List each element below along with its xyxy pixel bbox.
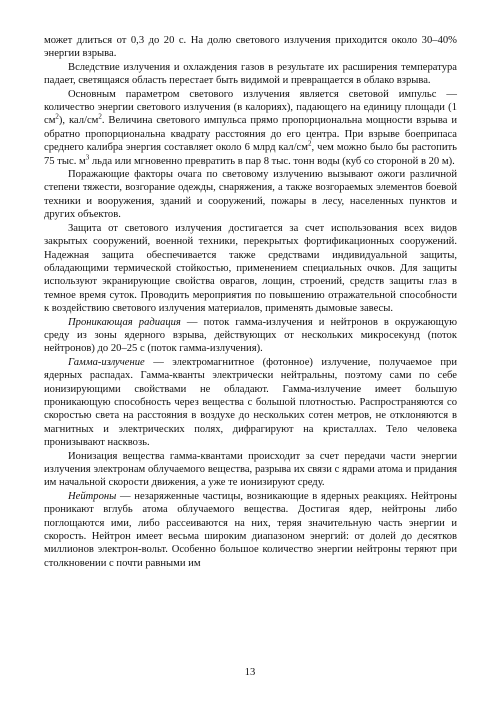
paragraph-2: Вследствие излучения и охлаждения газов в результате их расширения температура падает, светящаяся область перестает быть видимой и превращается в облако взрыва. bbox=[44, 61, 457, 87]
superscript: 3 bbox=[85, 153, 90, 162]
text-run: — электромагнитное (фотонное) излучение, получаемое при ядерных распадах. Гамма-кванты электрически нейтральны, поэтому сами по себе ионизирующими свойствами не обладают. Гамма-излучение имеет большую проникающую способность через вещества с большой плотностью. Распространяются со скоростью света на расстояния в воздухе до нескольких сотен метров, не отклоняются в магнитных и электрических полях, дифрагируют на кристаллах. Тело человека пронизывают насквозь. bbox=[44, 356, 457, 449]
paragraph-9 bbox=[44, 490, 457, 570]
text-run: , чем можно было бы растопить 75 тыс. м bbox=[44, 142, 457, 167]
paragraph-4: Поражающие факторы очага по световому излучению вызывают ожоги различной степени тяжести, возгорание одежды, снаряжения, а также возгораемых элементов боевой техники и вооружения, зданий и сооружений, пожары в лесу, населенных пунктов и других объектов. bbox=[44, 169, 457, 221]
term-italic: Нейтроны bbox=[68, 490, 117, 502]
text-run: Основным параметром светового излучения является световой импульс — количество энергии светового излучения (в калориях), падающего на единицу площади (1 см bbox=[44, 88, 457, 127]
text-run: льда или мгновенно превратить в пар 8 тыс. тонн воды (куб со стороной в 20 м). bbox=[89, 155, 455, 167]
paragraph-5: Защита от светового излучения достигается за счет использования всех видов закрытых сооружений, военной техники, перекрытых фортификационных сооружений. Надежная защита обеспечивается также средствами индивидуальной защиты, обладающими термической стойкостью, применением специальных очков. Для защиты используют экранирующие свойства оврагов, лощин, строений, средств защиты глаз в темное время суток. Проводить мероприятия по повышению отражательной способности к воздействию светового излучения материалов, применять дымовые завесы. bbox=[44, 222, 457, 315]
term-italic: Проникающая радиация bbox=[68, 316, 181, 328]
term-italic: Гамма-излучение bbox=[68, 356, 145, 368]
text-run: ), кал/см bbox=[58, 115, 99, 127]
page-body bbox=[44, 34, 457, 570]
superscript: 2 bbox=[307, 139, 312, 148]
text-run: . Величина светового импульса прямо пропорциональна мощности взрыва и обратно пропорциональна квадрату расстояния до его центра. При взрыве боеприпаса среднего калибра энергия составляет около 6 млрд кал/см bbox=[44, 115, 457, 154]
superscript: 2 bbox=[55, 112, 59, 121]
paragraph-6 bbox=[44, 316, 457, 356]
text-run: — поток гамма-излучения и нейтронов в окружающую среду из зоны ядерного взрыва, действующих от нескольких микросекунд (поток нейтронов) до 20–25 с (поток гамма-излучения). bbox=[44, 316, 457, 355]
page-number: 13 bbox=[244, 667, 256, 678]
paragraph-3 bbox=[44, 88, 457, 168]
paragraph-8: Ионизация вещества гамма-квантами происходит за счет передачи части энергии излучения электронам облучаемого вещества, разрыва их связи с ядрами атома и придания им начальной скорости движения, а уже те ионизируют среду. bbox=[44, 450, 457, 489]
paragraph-7 bbox=[44, 356, 457, 450]
paragraph-1: может длиться от 0,3 до 20 с. На долю светового излучения приходится около 30–40% энергии взрыва. bbox=[44, 35, 457, 60]
superscript: 2 bbox=[98, 112, 102, 121]
text-run: — незаряженные частицы, возникающие в ядерных реакциях. Нейтроны проникают вглубь атома облучаемого вещества. Достигая ядер, нейтроны либо поглощаются ими, либо рассеиваются на них, теряя значительную часть энергии и скорость. Нейтрон имеет весьма широким диапазоном энергий: от долей до десятков миллионов электрон-вольт. Особенно большое количество энергии нейтроны теряют при столкновении с почти равными им bbox=[44, 490, 457, 569]
